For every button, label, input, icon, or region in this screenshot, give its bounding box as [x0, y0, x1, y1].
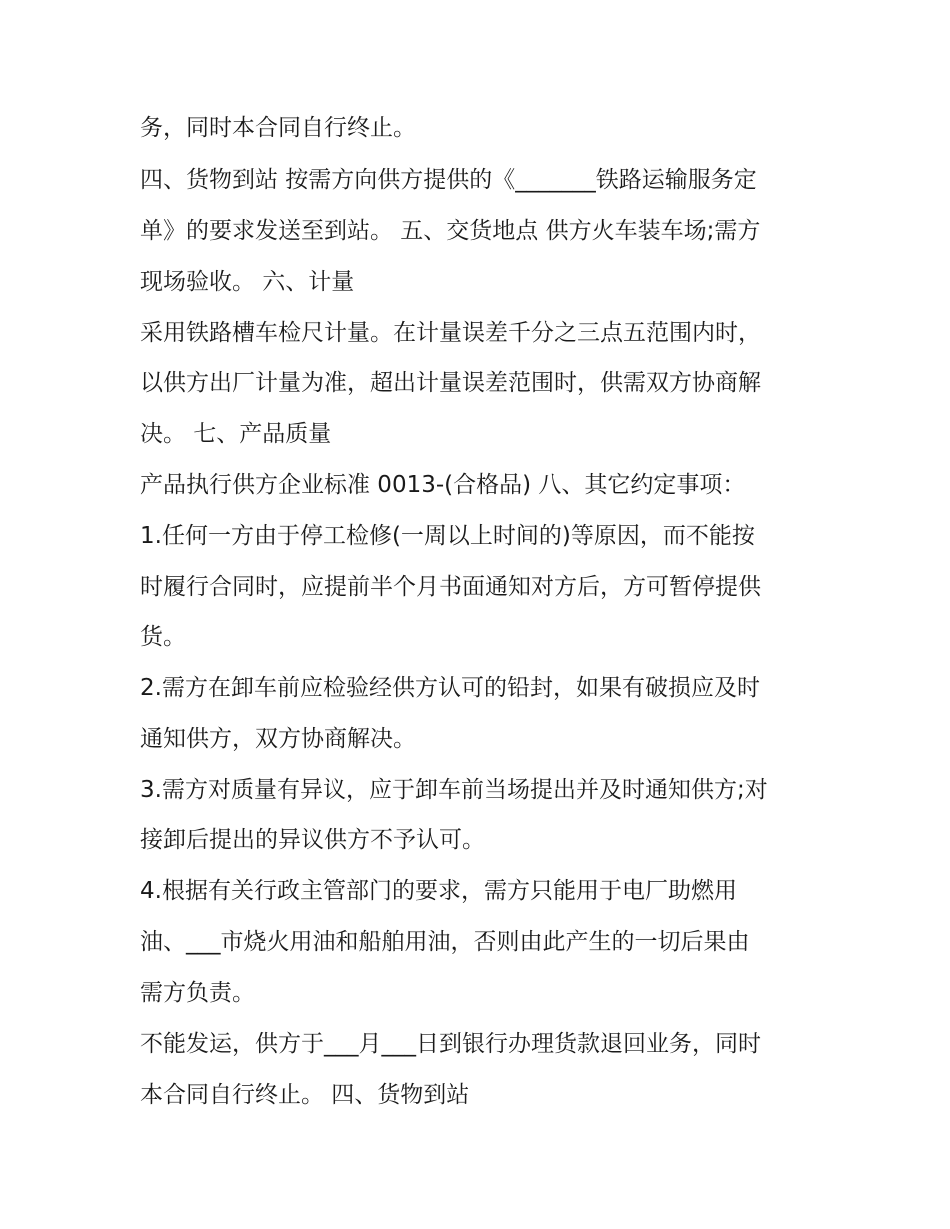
text-line: 产品执行供方企业标准 0013-(合格品) 八、其它约定事项： [140, 472, 746, 498]
text-line: 本合同自行终止。 四、货物到站 [140, 1082, 470, 1108]
text-line: 需方负责。 [140, 980, 255, 1006]
text-line: 四、货物到站 按需方向供方提供的《_______铁路运输服务定 [140, 167, 757, 193]
text-line: 1.任何一方由于停工检修(一周以上时间的)等原因，而不能按 [140, 523, 755, 549]
text-line: 货。 [140, 624, 186, 650]
text-line: 2.需方在卸车前应检验经供方认可的铅封，如果有破损应及时 [140, 675, 760, 701]
text-line: 采用铁路槽车检尺计量。在计量误差千分之三点五范围内时， [140, 320, 761, 346]
text-line: 现场验收。 六、计量 [140, 269, 355, 295]
text-line: 通知供方，双方协商解决。 [140, 726, 416, 752]
text-line: 3.需方对质量有异议，应于卸车前当场提出并及时通知供方;对 [140, 777, 768, 803]
text-line: 单》的要求发送至到站。 五、交货地点 供方火车装车场;需方 [140, 218, 761, 244]
text-line: 时履行合同时，应提前半个月书面通知对方后，方可暂停提供 [140, 574, 761, 600]
text-line: 以供方出厂计量为准，超出计量误差范围时，供需双方协商解 [140, 370, 761, 396]
text-line: 4.根据有关行政主管部门的要求，需方只能用于电厂助燃用 [140, 878, 737, 904]
text-line: 决。 七、产品质量 [140, 421, 332, 447]
text-line: 接卸后提出的异议供方不予认可。 [140, 827, 485, 853]
text-line: 油、___市烧火用油和船舶用油，否则由此产生的一切后果由 [140, 929, 750, 955]
text-line: 不能发运，供方于___月___日到银行办理货款退回业务，同时 [140, 1031, 761, 1057]
text-line: 务，同时本合同自行终止。 [140, 115, 416, 141]
